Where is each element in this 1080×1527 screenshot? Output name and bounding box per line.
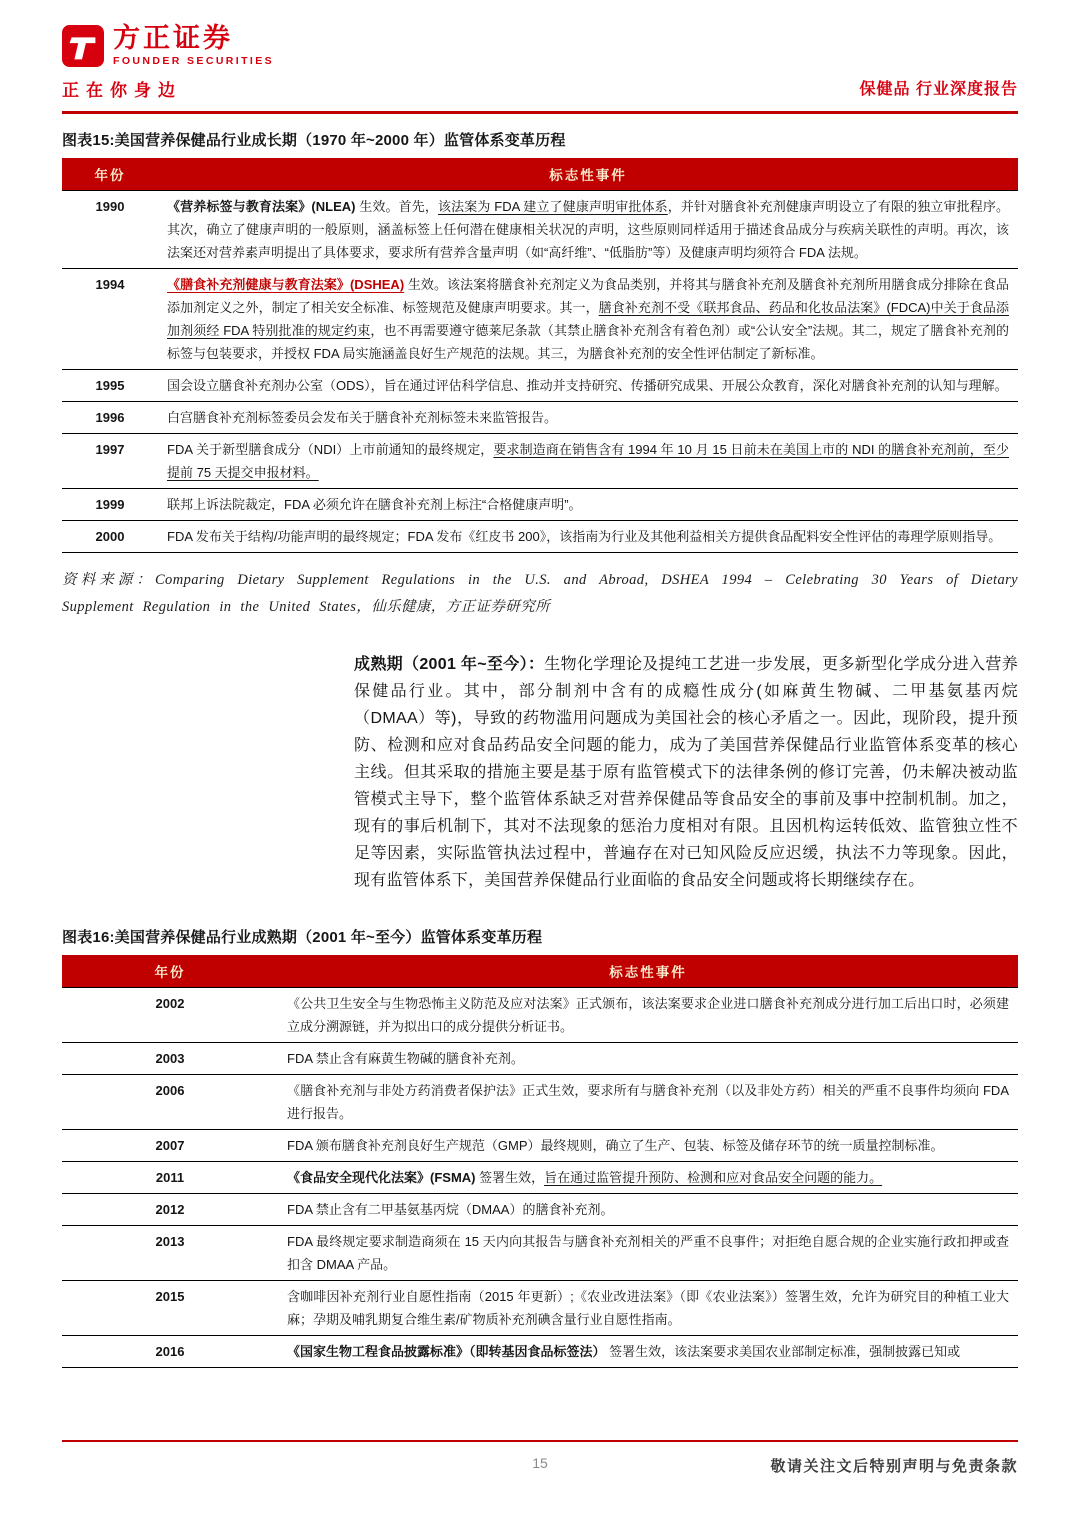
text-segment: 白宫膳食补充剂标签委员会发布关于膳食补充剂标签未来监管报告。 bbox=[167, 410, 558, 426]
table-row bbox=[62, 1130, 1018, 1162]
event-cell bbox=[278, 1075, 1018, 1130]
text-segment: 生效。首先， bbox=[355, 199, 439, 215]
text-segment: FDA 禁止含有麻黄生物碱的膳食补充剂。 bbox=[287, 1051, 524, 1067]
brand-name-cn: 方正证券 bbox=[113, 23, 233, 53]
event-cell bbox=[278, 1336, 1018, 1368]
column-header-event: 标志性事件 bbox=[278, 955, 1018, 988]
year-cell: 2007 bbox=[62, 1130, 278, 1162]
event-cell bbox=[158, 191, 1018, 269]
text-segment: 膳食补充剂不受《联邦食品、药品和化妆品法案》(FDCA)中关于食品添加剂须经 FDA 特别批准的规定约束 bbox=[167, 300, 1009, 339]
figure15-table bbox=[62, 158, 1018, 553]
report-category-tag: 保健品 行业深度报告 bbox=[859, 81, 1018, 99]
table-row bbox=[62, 1043, 1018, 1075]
event-cell bbox=[278, 1226, 1018, 1281]
year-cell: 2011 bbox=[62, 1162, 278, 1194]
text-segment: 该法案为 FDA 建立了健康声明审批体系 bbox=[438, 199, 668, 215]
event-cell bbox=[158, 402, 1018, 434]
table-row bbox=[62, 191, 1018, 269]
event-cell bbox=[158, 521, 1018, 553]
year-cell: 2015 bbox=[62, 1281, 278, 1336]
footer-row bbox=[62, 1455, 1018, 1477]
event-cell bbox=[158, 434, 1018, 489]
year-cell: 2013 bbox=[62, 1226, 278, 1281]
page-header bbox=[0, 0, 1080, 111]
table-row bbox=[62, 1336, 1018, 1368]
table-row bbox=[62, 402, 1018, 434]
table-row bbox=[62, 269, 1018, 370]
year-cell: 1995 bbox=[62, 370, 158, 402]
table-row bbox=[62, 434, 1018, 489]
event-cell bbox=[278, 1281, 1018, 1336]
event-cell bbox=[278, 1162, 1018, 1194]
year-cell: 2012 bbox=[62, 1194, 278, 1226]
text-segment: FDA 发布关于结构/功能声明的最终规定；FDA 发布《红皮书 200》，该指南为行业及其他利益相关方提供食品配料安全性评估的毒理学原则指导。 bbox=[167, 529, 1002, 545]
table-row bbox=[62, 521, 1018, 553]
text-segment: 生物化学理论及提纯工艺进一步发展，更多新型化学成分进入营养保健品行业。其中，部分制剂中含有的成瘾性成分(如麻黄生物碱、二甲基氨基丙烷（DMAA）等)，导致的药物滥用问题成为美国社会的核心矛盾之一。因此，现阶段，提升预防、检测和应对食品药品安全问题的能力，成为了美国营养保健品行业监管体系变革的核心主线。但其采取的措施主要是基于原有监管模式下的法律条例的修订完善，仍未解决被动监管模式主导下，整个监管体系缺乏对营养保健品等食品安全的事前及事中控制机制。加之，现有的事后机制下，其对不法现象的惩治力度相对有限。且因机构运转低效、监管独立性不足等因素，实际监管执法过程中，普遍存在对已知风险反应迟缓，执法不力等现象。因此，现有监管体系下，美国营养保健品行业面临的食品安全问题或将长期继续存在。 bbox=[354, 656, 1018, 890]
column-header-event: 标志性事件 bbox=[158, 158, 1018, 191]
year-cell: 1996 bbox=[62, 402, 158, 434]
source-note: 资料来源：Comparing Dietary Supplement Regulations in the U.S. and Abroad, DSHEA 1994 – Celebrating 30 Years of Dietary Supplement Regulation in the United States，仙乐健康，方正证券研究所 bbox=[62, 572, 1018, 616]
table-header-row bbox=[62, 955, 1018, 988]
figure16-table bbox=[62, 955, 1018, 1368]
event-cell bbox=[278, 1130, 1018, 1162]
brand-row bbox=[62, 24, 274, 67]
table-row bbox=[62, 1075, 1018, 1130]
year-cell: 1990 bbox=[62, 191, 158, 269]
text-segment: FDA 最终规定要求制造商须在 15 天内向其报告与膳食补充剂相关的严重不良事件；对拒绝自愿合规的企业实施行政扣押或查扣含 DMAA 产品。 bbox=[287, 1234, 1009, 1273]
event-cell bbox=[278, 1194, 1018, 1226]
event-cell bbox=[158, 269, 1018, 370]
text-segment: 联邦上诉法院裁定，FDA 必须允许在膳食补充剂上标注“合格健康声明”。 bbox=[167, 497, 582, 513]
header-divider bbox=[62, 111, 1018, 114]
figure16-title: 图表16:美国营养保健品行业成熟期（2001 年~至今）监管体系变革历程 bbox=[62, 929, 543, 947]
event-cell bbox=[278, 988, 1018, 1043]
footer-disclaimer: 敬请关注文后特别声明与免责条款 bbox=[770, 1458, 1018, 1475]
page-number: 15 bbox=[532, 1455, 548, 1471]
table-row bbox=[62, 988, 1018, 1043]
text-segment: 生效。该法案将膳食补充剂定义为食品类别，并将其与膳食补充剂及膳食补充剂所用膳食成分排除在食品添加剂定义之外，制定了相关安全标准、标签规范及健康声明要求。其一， bbox=[167, 277, 1009, 316]
event-cell bbox=[158, 489, 1018, 521]
brand-block bbox=[62, 24, 274, 101]
text-segment: FDA 关于新型膳食成分（NDI）上市前通知的最终规定， bbox=[167, 442, 494, 458]
text-segment: 国会设立膳食补充剂办公室（ODS），旨在通过评估科学信息、推动并支持研究、传播研究成果、开展公众教育，深化对膳食补充剂的认知与理解。 bbox=[167, 378, 1008, 394]
footer-divider bbox=[62, 1440, 1018, 1442]
text-segment: 签署生效，该法案要求美国农业部制定标准，强制披露已知或 bbox=[605, 1344, 961, 1360]
text-segment: ，也不再需要遵守德莱尼条款（其禁止膳食补充剂含有着色剂）或“公认安全”法规。其二，规定了膳食补充剂的标签与包装要求，并授权 FDA 局实施涵盖良好生产规范的法规。其三，为膳食补充剂的安全性评估制定了新标准。 bbox=[167, 323, 1009, 362]
year-cell: 1999 bbox=[62, 489, 158, 521]
brand-slogan: 正在你身边 bbox=[62, 81, 182, 101]
page-footer bbox=[0, 1440, 1080, 1527]
year-cell: 2002 bbox=[62, 988, 278, 1043]
table-row bbox=[62, 1162, 1018, 1194]
text-segment: 要求制造商在销售含有 1994 年 10 月 15 日前未在美国上市的 NDI 的膳食补充剂前，至少提前 75 天提交申报材料。 bbox=[167, 442, 1009, 481]
maturity-paragraph bbox=[354, 651, 1018, 894]
table-row bbox=[62, 1226, 1018, 1281]
figure15-title: 图表15:美国营养保健品行业成长期（1970 年~2000 年）监管体系变革历程 bbox=[62, 132, 566, 150]
table-row bbox=[62, 370, 1018, 402]
column-header-year: 年份 bbox=[62, 955, 278, 988]
text-segment: 旨在通过监管提升预防、检测和应对食品安全问题的能力。 bbox=[544, 1170, 883, 1186]
table-row bbox=[62, 1194, 1018, 1226]
table-row bbox=[62, 1281, 1018, 1336]
text-segment: FDA 禁止含有二甲基氨基丙烷（DMAA）的膳食补充剂。 bbox=[287, 1202, 614, 1218]
text-segment: 《公共卫生安全与生物恐怖主义防范及应对法案》正式颁布，该法案要求企业进口膳食补充剂成分进行加工后出口时，必须建立成分溯源链，并为拟出口的成分提供分析证书。 bbox=[287, 996, 1009, 1035]
text-segment: 成熟期（2001 年~至今）： bbox=[354, 656, 545, 674]
event-cell bbox=[278, 1043, 1018, 1075]
text-segment: 《食品安全现代化法案》(FSMA) bbox=[287, 1170, 476, 1186]
text-segment: 《营养标签与教育法案》(NLEA) bbox=[167, 199, 356, 215]
year-cell: 2000 bbox=[62, 521, 158, 553]
text-segment: 《膳食补充剂与非处方药消费者保护法》正式生效，要求所有与膳食补充剂（以及非处方药）相关的严重不良事件均须向 FDA 进行报告。 bbox=[287, 1083, 1009, 1122]
column-header-year: 年份 bbox=[62, 158, 158, 191]
text-segment: 签署生效， bbox=[475, 1170, 545, 1186]
year-cell: 2016 bbox=[62, 1336, 278, 1368]
event-cell bbox=[158, 370, 1018, 402]
brand-name-en: FOUNDER SECURITIES bbox=[113, 55, 275, 68]
year-cell: 1994 bbox=[62, 269, 158, 370]
year-cell: 1997 bbox=[62, 434, 158, 489]
brand-text bbox=[113, 24, 274, 67]
text-segment: FDA 颁布膳食补充剂良好生产规范（GMP）最终规则，确立了生产、包装、标签及储存环节的统一质量控制标准。 bbox=[287, 1138, 944, 1154]
year-cell: 2003 bbox=[62, 1043, 278, 1075]
table-row bbox=[62, 489, 1018, 521]
text-segment: ，并针对膳食补充剂健康声明设立了有限的独立审批程序。其次，确立了健康声明的一般原则，涵盖标签上任何潜在健康相关状况的声明，这些原则同样适用于描述食品成分与疾病关联性的声明。再次，该法案还对营养素声明提出了具体要求，要求所有营养含量声明（如“高纤维”、“低脂肪”等）及健康声明均须符合 FDA 法规。 bbox=[167, 199, 1009, 261]
text-segment: 含咖啡因补充剂行业自愿性指南（2015 年更新）;《农业改进法案》（即《农业法案》）签署生效，允许为研究目的种植工业大麻；孕期及哺乳期复合维生素/矿物质补充剂碘含量行业自愿性指南。 bbox=[287, 1289, 1009, 1328]
table-header-row bbox=[62, 158, 1018, 191]
founder-securities-logo-icon bbox=[62, 25, 104, 67]
text-segment: 《国家生物工程食品披露标准》（即转基因食品标签法） bbox=[287, 1344, 606, 1360]
year-cell: 2006 bbox=[62, 1075, 278, 1130]
text-segment: 《膳食补充剂健康与教育法案》(DSHEA) bbox=[167, 277, 405, 293]
